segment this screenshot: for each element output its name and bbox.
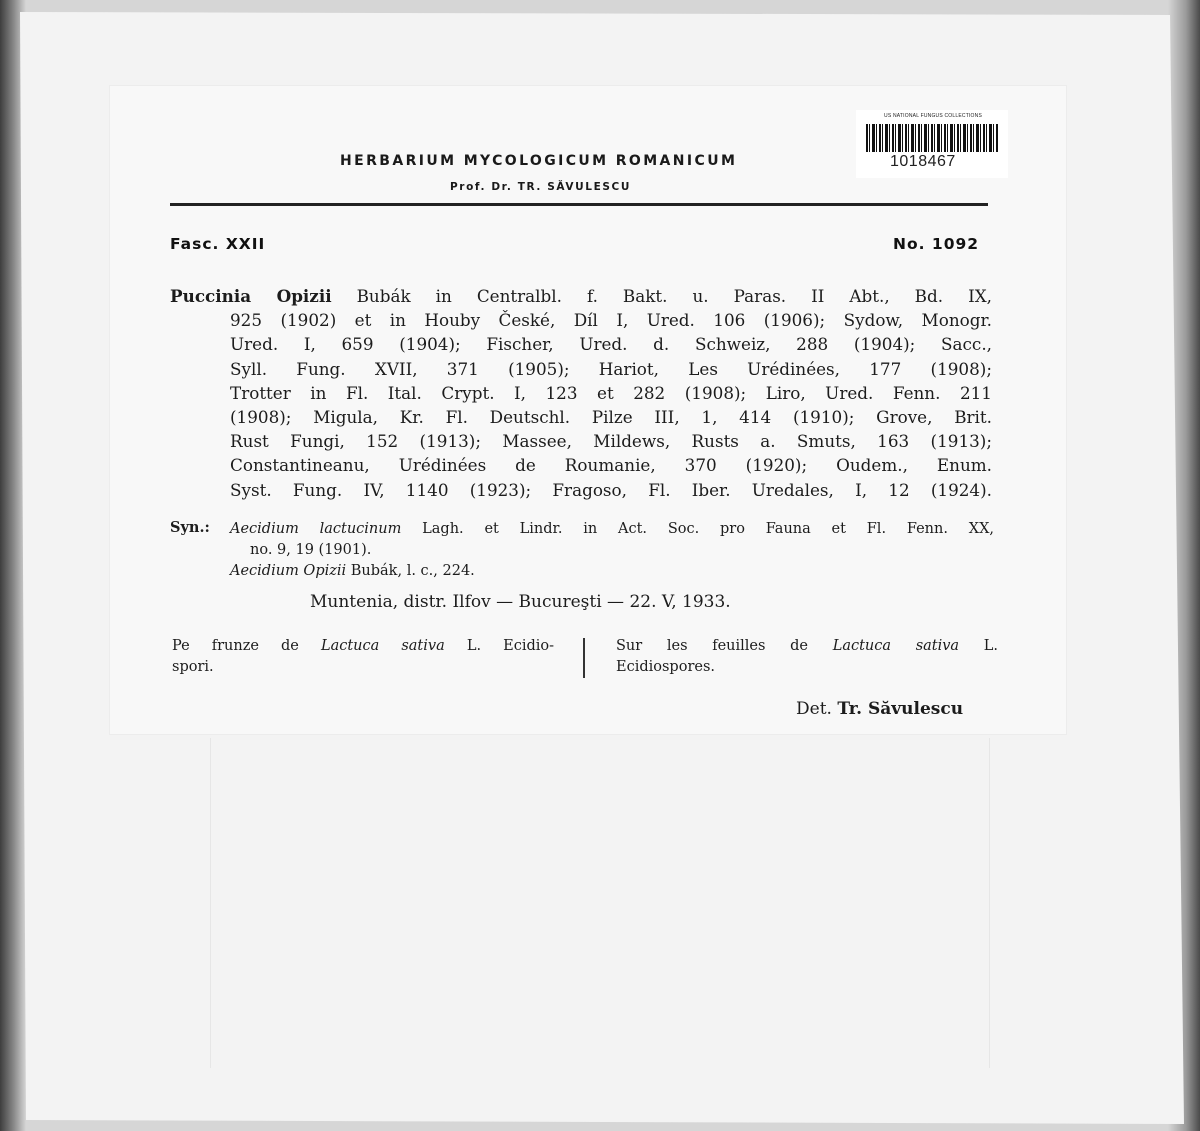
citation-line: 925 (1902) et in Houby České, Díl I, Ured. 106 (1906); Sydow, Monogr. — [230, 310, 992, 331]
barcode-label — [856, 110, 1008, 178]
fascicle-number: Fasc. XXII — [170, 235, 266, 253]
herbarium-subtitle: Prof. Dr. TR. SĂVULESCU — [450, 181, 631, 193]
determiner: Det. Tr. Săvulescu — [796, 699, 964, 719]
determiner-name: Tr. Săvulescu — [837, 699, 964, 719]
citation-line: (1908); Migula, Kr. Fl. Deutschl. Pilze III, 1, 414 (1910); Grove, Brit. — [230, 407, 992, 428]
citation-line: Syst. Fung. IV, 1140 (1923); Fragoso, Fl. Iber. Uredales, I, 12 (1924). — [230, 479, 992, 500]
herbarium-title: HERBARIUM MYCOLOGICUM ROMANICUM — [340, 153, 738, 169]
host-divider — [583, 638, 585, 678]
synonym-line: no. 9, 19 (1901). — [250, 542, 372, 558]
header-divider — [170, 203, 988, 206]
citation-line: Constantineanu, Urédinées de Roumanie, 370 (1920); Oudem., Enum. — [230, 455, 992, 476]
host-french: Sur les feuilles de Lactuca sativa L. Ecidiospores. — [616, 638, 999, 675]
host-name: Lactuca sativa — [832, 638, 960, 654]
synonym-name: Aecidium Opizii — [230, 563, 347, 579]
synonym-line: Aecidium lactucinum Lagh. et Lindr. in Act. Soc. pro Fauna et Fl. Fenn. XX, — [230, 521, 995, 537]
citation-line: Syll. Fung. XVII, 371 (1905); Hariot, Les Urédinées, 177 (1908); — [230, 358, 992, 379]
citation-line: Puccinia Opizii Bubák in Centralbl. f. Bakt. u. Paras. II Abt., Bd. IX, — [170, 286, 992, 306]
synonyms-list — [230, 519, 994, 582]
synonym-name: Aecidium lactucinum — [230, 521, 402, 537]
collection-locality: Muntenia, distr. Ilfov — Bucureşti — 22. V, 1933. — [310, 592, 731, 612]
specimen-envelope — [210, 738, 990, 1068]
citation-line: Ured. I, 659 (1904); Fischer, Ured. d. Schweiz, 288 (1904); Sacc., — [230, 334, 992, 355]
species-name: Puccinia Opizii — [170, 286, 332, 306]
citation-line: Trotter in Fl. Ital. Crypt. I, 123 et 282 (1908); Liro, Ured. Fenn. 211 — [230, 382, 992, 403]
synonym-line: Aecidium Opizii Bubák, l. c., 224. — [230, 563, 475, 579]
barcode-icon — [866, 124, 998, 152]
host-romanian: Pe frunze de Lactuca sativa L. Ecidio- spori. — [172, 638, 555, 675]
taxon-citation — [170, 284, 992, 502]
barcode-number: 1018467 — [890, 153, 956, 170]
specimen-number: No. 1092 — [893, 235, 980, 253]
synonyms-label: Syn.: — [170, 519, 210, 536]
citation-line: Rust Fungi, 152 (1913); Massee, Mildews, Rusts a. Smuts, 163 (1913); — [230, 431, 992, 452]
host-name: Lactuca sativa — [320, 638, 445, 654]
barcode-caption: US NATIONAL FUNGUS COLLECTIONS — [884, 113, 982, 119]
